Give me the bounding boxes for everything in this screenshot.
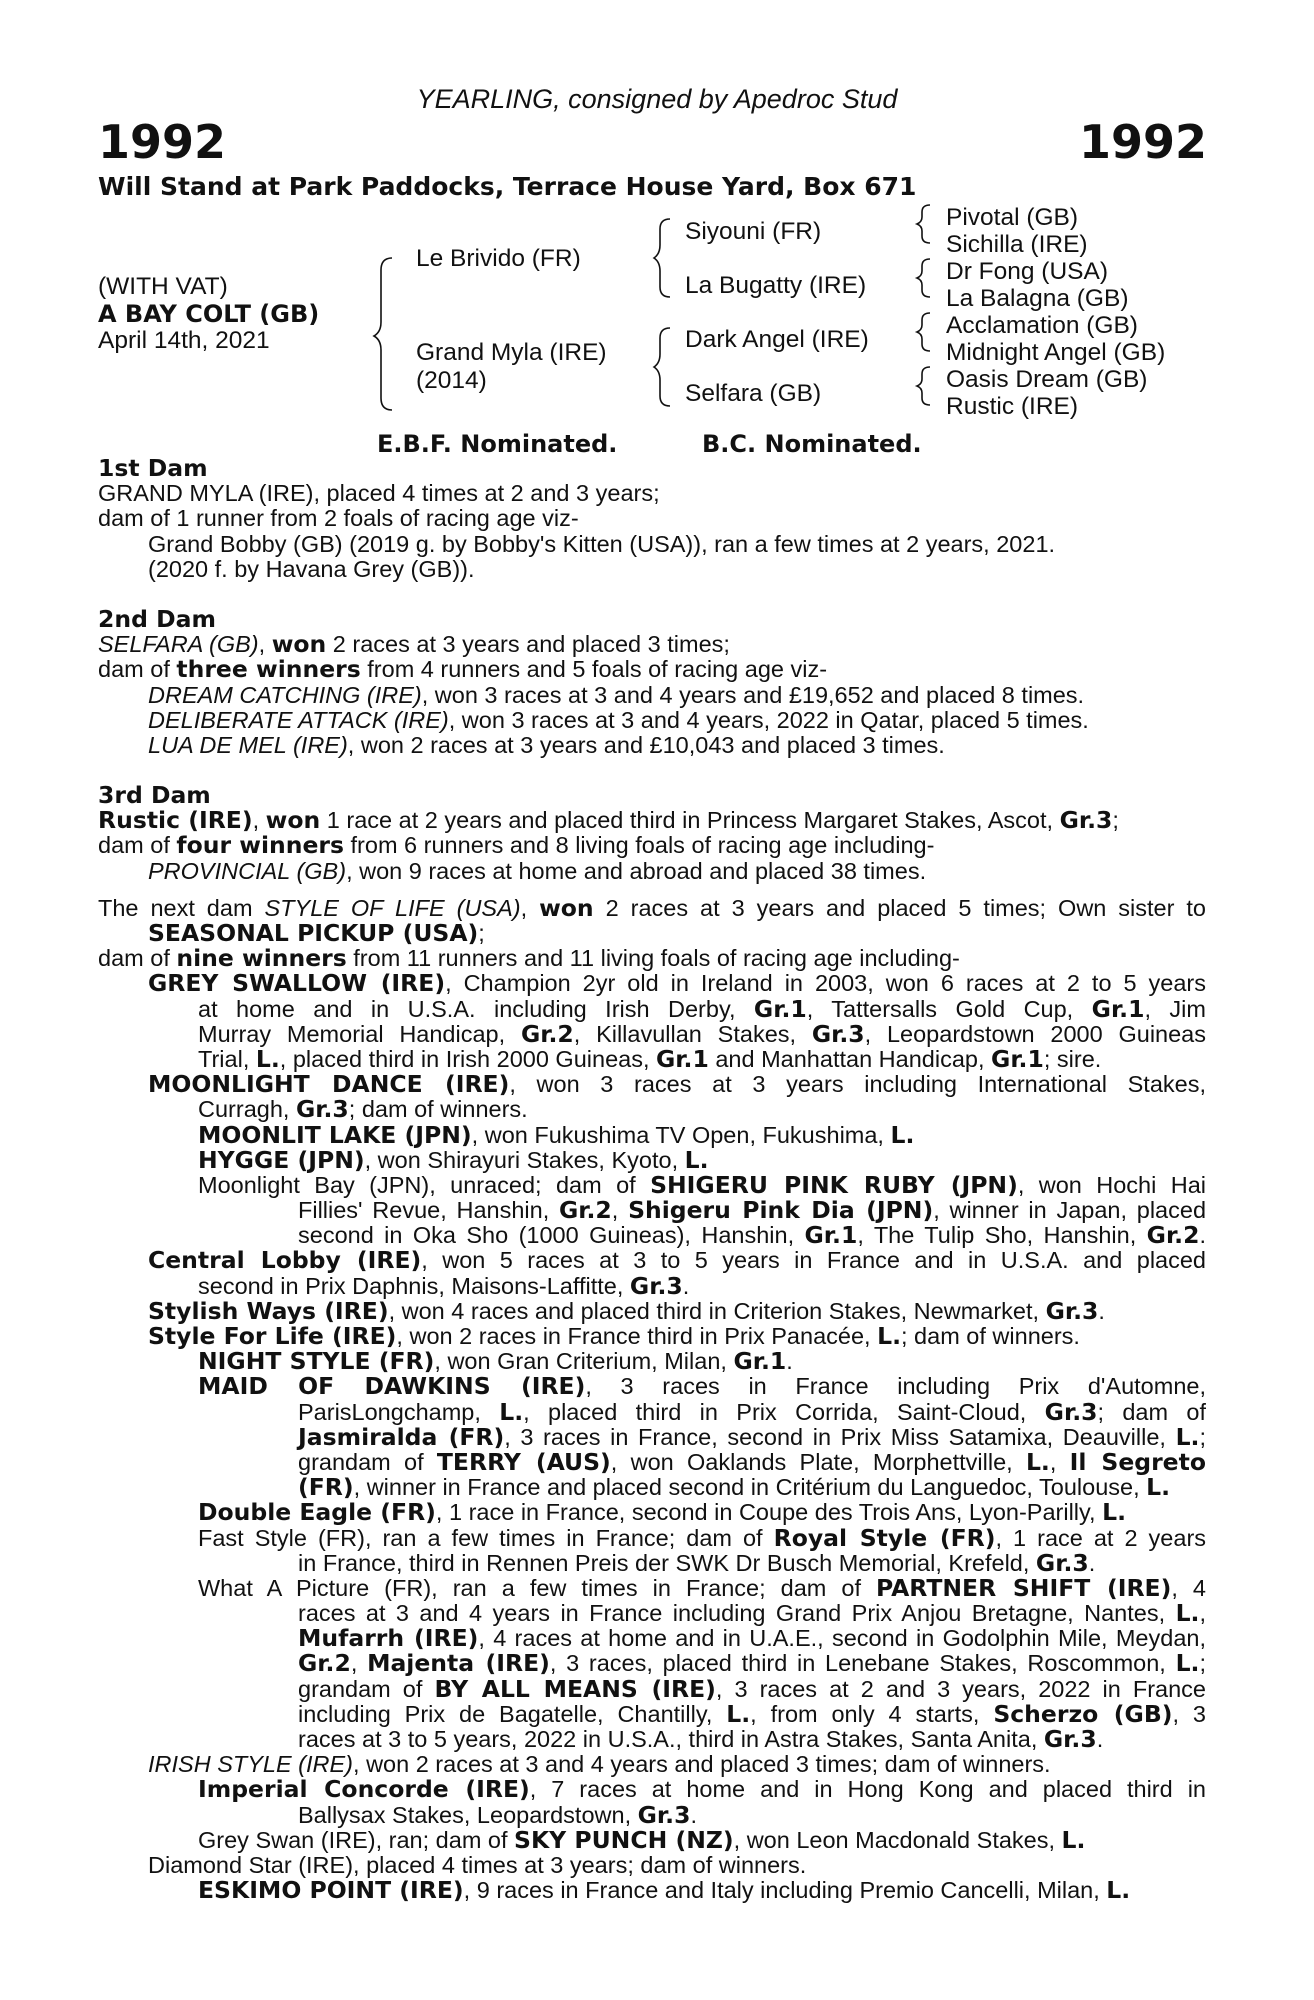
produce-entry: Central Lobby (IRE), won 5 races at 3 to 5 years in France and in U.S.A. and placed: [148, 1248, 1206, 1274]
produce-entry: ESKIMO POINT (IRE), 9 races in France and Italy including Premio Cancelli, Milan, L.: [198, 1876, 1131, 1905]
first-dam-line: GRAND MYLA (IRE), placed 4 times at 2 and 3 years;: [98, 480, 660, 507]
third-dam-line: dam of four winners from 6 runners and 8 living foals of racing age including-: [98, 831, 935, 860]
next-dam-line: dam of nine winners from 11 runners and 11 living foals of racing age including-: [98, 944, 960, 973]
horse-name: A BAY COLT (GB): [98, 300, 320, 328]
third-gen-1: Pivotal (GB): [946, 204, 1079, 231]
produce-entry: Fillies' Revue, Hanshin, Gr.2, Shigeru Pink Dia (JPN), winner in Japan, placed: [298, 1198, 1206, 1224]
next-dam-line: SEASONAL PICKUP (USA);: [148, 919, 485, 947]
produce-entry: (FR), winner in France and placed second in Critérium du Languedoc, Toulouse, L.: [298, 1473, 1171, 1502]
sire-name: Le Brivido (FR): [416, 245, 581, 272]
produce-entry: races at 3 to 5 years, 2022 in U.S.A., third in Astra Stakes, Santa Anita, Gr.3.: [298, 1725, 1104, 1753]
consignor-line: YEARLING, consigned by Apedroc Stud: [416, 84, 898, 114]
dam-dam: Selfara (GB): [685, 380, 822, 407]
produce-entry: (2020 f. by Havana Grey (GB)).: [148, 555, 475, 582]
foaling-date: April 14th, 2021: [98, 327, 270, 354]
stabling-line: Will Stand at Park Paddocks, Terrace House Yard, Box 671: [98, 172, 917, 201]
produce-entry: Ballysax Stakes, Leopardstown, Gr.3.: [298, 1800, 697, 1829]
produce-entry: Stylish Ways (IRE), won 4 races and placed third in Criterion Stakes, Newmarket, Gr.3.: [148, 1296, 1105, 1325]
produce-entry: Fast Style (FR), ran a few times in France; dam of Royal Style (FR), 1 race at 2 years: [198, 1525, 1206, 1551]
sire-sire: Siyouni (FR): [685, 218, 822, 245]
third-gen-8: Rustic (IRE): [946, 393, 1079, 420]
produce-entry: MOONLIGHT DANCE (IRE), won 3 races at 3 years including International Stakes,: [148, 1072, 1206, 1098]
third-gen-4: La Balagna (GB): [946, 285, 1129, 312]
third-gen-6: Midnight Angel (GB): [946, 339, 1166, 366]
produce-entry: MAID OF DAWKINS (IRE), 3 races in France including Prix d'Automne,: [198, 1374, 1206, 1400]
third-dam-heading: 3rd Dam: [98, 781, 211, 810]
produce-entry: Gr.2, Majenta (IRE), 3 races, placed third in Lenebane Stakes, Roscommon, L.;: [298, 1651, 1206, 1677]
third-gen-5: Acclamation (GB): [946, 312, 1138, 339]
produce-entry: Mufarrh (IRE), 4 races at home and in U.A.E., second in Godolphin Mile, Meydan,: [298, 1626, 1206, 1652]
third-gen-3: Dr Fong (USA): [946, 258, 1109, 285]
produce-entry: What A Picture (FR), ran a few times in France; dam of PARTNER SHIFT (IRE), 4: [198, 1575, 1206, 1602]
produce-entry: NIGHT STYLE (FR), won Gran Criterium, Milan, Gr.1.: [198, 1347, 793, 1376]
first-dam-line: dam of 1 runner from 2 foals of racing age viz-: [98, 505, 579, 532]
produce-entry: Curragh, Gr.3; dam of winners.: [198, 1095, 528, 1124]
produce-entry: PROVINCIAL (GB), won 9 races at home and abroad and placed 38 times.: [148, 857, 927, 884]
sire-dam: La Bugatty (IRE): [685, 272, 867, 299]
produce-entry: Double Eagle (FR), 1 race in France, second in Coupe des Trois Ans, Lyon-Parilly, L.: [198, 1498, 1126, 1527]
produce-entry: grandam of TERRY (AUS), won Oaklands Plate, Morphettville, L., Il Segreto: [298, 1449, 1206, 1476]
lot-number-left: 1992: [98, 115, 227, 169]
produce-entry: grandam of BY ALL MEANS (IRE), 3 races at 2 and 3 years, 2022 in France: [298, 1676, 1206, 1702]
produce-entry: second in Prix Daphnis, Maisons-Laffitte, Gr.3.: [198, 1271, 690, 1300]
produce-entry: Imperial Concorde (IRE), 7 races at home and in Hong Kong and placed third in: [198, 1777, 1206, 1803]
produce-entry: ParisLongchamp, L., placed third in Prix Corrida, Saint-Cloud, Gr.3; dam of: [298, 1399, 1206, 1425]
second-dam-heading: 2nd Dam: [98, 604, 216, 633]
produce-entry: DELIBERATE ATTACK (IRE), won 3 races at 3 and 4 years, 2022 in Qatar, placed 5 times.: [148, 706, 1089, 733]
produce-entry: second in Oka Sho (1000 Guineas), Hanshin, Gr.1, The Tulip Sho, Hanshin, Gr.2.: [298, 1223, 1206, 1249]
first-dam-heading: 1st Dam: [98, 454, 208, 482]
produce-entry: HYGGE (JPN), won Shirayuri Stakes, Kyoto, L.: [198, 1145, 709, 1174]
produce-entry: Murray Memorial Handicap, Gr.2, Killavullan Stakes, Gr.3, Leopardstown 2000 Guineas: [198, 1021, 1206, 1047]
next-dam-line: The next dam STYLE OF LIFE (USA), won 2 races at 3 years and placed 5 times; Own sister to: [98, 895, 1206, 921]
produce-entry: at home and in U.S.A. including Irish Derby, Gr.1, Tattersalls Gold Cup, Gr.1, Jim: [198, 996, 1206, 1022]
produce-entry: GREY SWALLOW (IRE), Champion 2yr old in Ireland in 2003, won 6 races at 2 to 5 years: [148, 971, 1206, 997]
produce-entry: Diamond Star (IRE), placed 4 times at 3 years; dam of winners.: [148, 1851, 807, 1878]
third-gen-7: Oasis Dream (GB): [946, 366, 1148, 393]
produce-entry: Jasmiralda (FR), 3 races in France, second in Prix Miss Satamixa, Deauville, L.;: [298, 1424, 1206, 1450]
dam-name: Grand Myla (IRE): [416, 339, 607, 366]
produce-entry: Trial, L., placed third in Irish 2000 Guineas, Gr.1 and Manhattan Handicap, Gr.1; sire.: [198, 1044, 1102, 1073]
produce-entry: Style For Life (IRE), won 2 races in France third in Prix Panacée, L.; dam of winners.: [148, 1322, 1080, 1350]
produce-entry: DREAM CATCHING (IRE), won 3 races at 3 and 4 years and £19,652 and placed 8 times.: [148, 681, 1085, 708]
produce-entry: in France, third in Rennen Preis der SWK Dr Busch Memorial, Krefeld, Gr.3.: [298, 1548, 1096, 1577]
bc-nomination: B.C. Nominated.: [702, 430, 922, 458]
third-dam-line: Rustic (IRE), won 1 race at 2 years and placed third in Princess Margaret Stakes, Ascot, Gr.3;: [98, 806, 1119, 835]
produce-entry: Moonlight Bay (JPN), unraced; dam of SHIGERU PINK RUBY (JPN), won Hochi Hai: [198, 1172, 1206, 1199]
lot-number-right: 1992: [1078, 115, 1207, 169]
produce-entry: including Prix de Bagatelle, Chantilly, L., from only 4 starts, Scherzo (GB), 3: [298, 1701, 1206, 1727]
dam-sire: Dark Angel (IRE): [685, 326, 869, 353]
produce-entry: MOONLIT LAKE (JPN), won Fukushima TV Open, Fukushima, L.: [198, 1120, 915, 1149]
produce-entry: Grand Bobby (GB) (2019 g. by Bobby's Kitten (USA)), ran a few times at 2 years, 2021.: [148, 530, 1056, 557]
ebf-nomination: E.B.F. Nominated.: [377, 430, 618, 458]
vat-note: (WITH VAT): [98, 273, 228, 300]
dam-foaled-year: (2014): [416, 367, 487, 394]
second-dam-line: dam of three winners from 4 runners and 5 foals of racing age viz-: [98, 655, 828, 684]
produce-entry: IRISH STYLE (IRE), won 2 races at 3 and 4 years and placed 3 times; dam of winners.: [148, 1751, 1051, 1778]
produce-entry: races at 3 and 4 years in France including Grand Prix Anjou Bretagne, Nantes, L.,: [298, 1601, 1206, 1627]
produce-entry: Grey Swan (IRE), ran; dam of SKY PUNCH (NZ), won Leon Macdonald Stakes, L.: [198, 1825, 1086, 1854]
produce-entry: LUA DE MEL (IRE), won 2 races at 3 years and £10,043 and placed 3 times.: [148, 731, 945, 758]
second-dam-line: SELFARA (GB), won 2 races at 3 years and placed 3 times;: [98, 630, 730, 659]
catalogue-body: [98, 456, 1206, 1903]
third-gen-2: Sichilla (IRE): [946, 231, 1088, 258]
